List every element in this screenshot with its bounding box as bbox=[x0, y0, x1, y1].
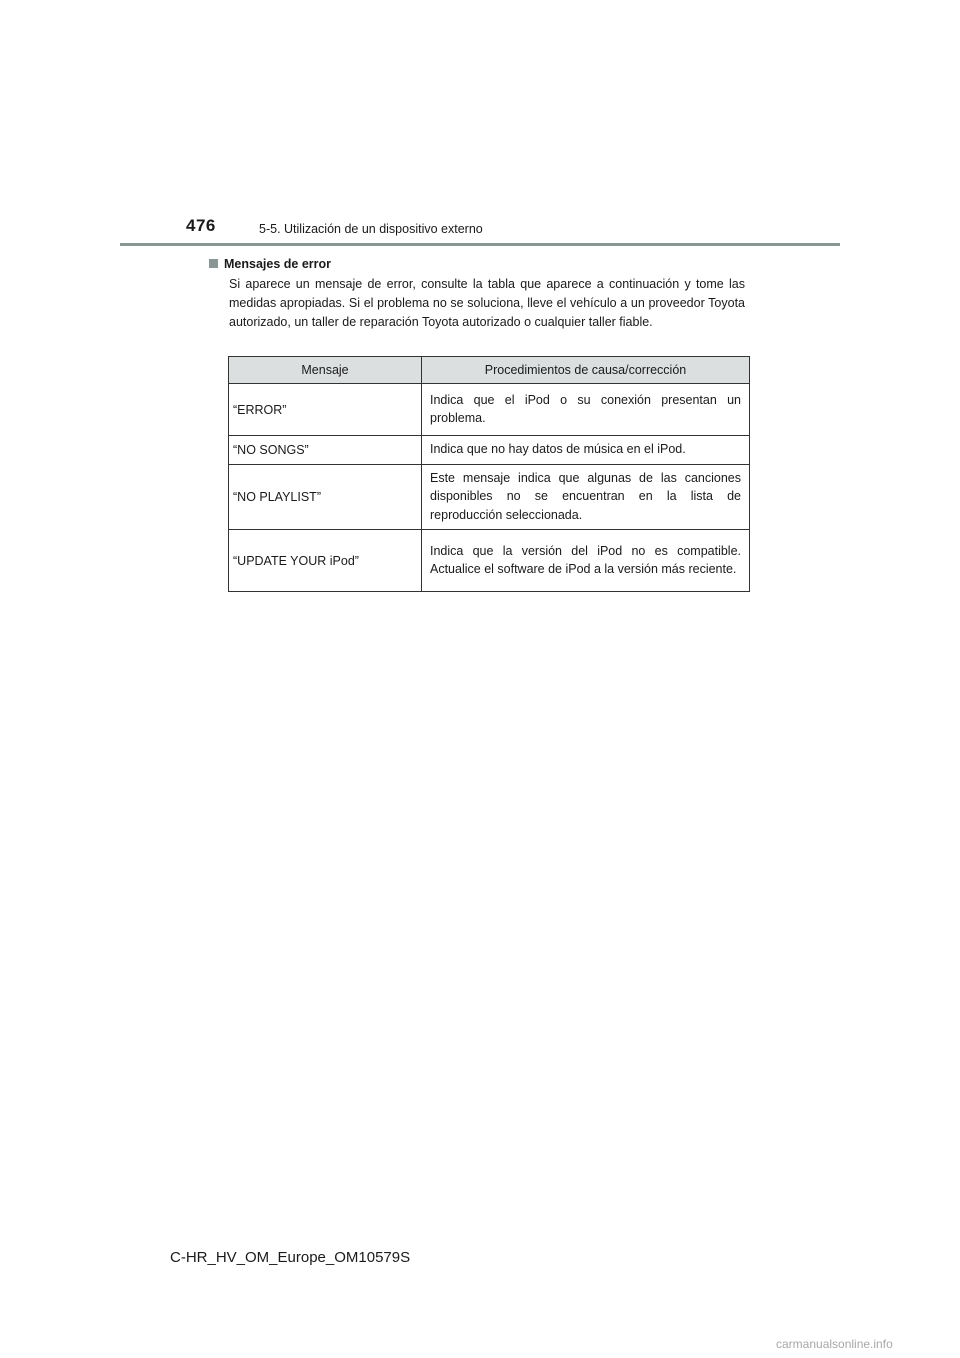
footer-document-id: C-HR_HV_OM_Europe_OM10579S bbox=[170, 1249, 411, 1266]
table-row bbox=[229, 464, 750, 530]
table-header-row bbox=[229, 357, 750, 384]
running-header: 5-5. Utilización de un dispositivo externo bbox=[259, 222, 483, 236]
message-cell: “UPDATE YOUR iPod” bbox=[229, 530, 422, 592]
error-messages-table bbox=[228, 356, 750, 592]
message-cell: “NO PLAYLIST” bbox=[229, 464, 422, 530]
header-rule bbox=[120, 243, 840, 246]
procedure-cell: Indica que la versión del iPod no es compatible. Actualice el software de iPod a la versión más reciente. bbox=[422, 530, 750, 592]
watermark: carmanualsonline.info bbox=[776, 1337, 893, 1351]
error-messages-section bbox=[209, 255, 749, 332]
column-header-procedure: Procedimientos de causa/corrección bbox=[422, 357, 750, 384]
section-heading bbox=[209, 255, 749, 272]
section-body: Si aparece un mensaje de error, consulte la tabla que aparece a continuación y tome las medidas apropiadas. Si el problema no se soluciona, lleve el vehículo a un proveedor Toyota autorizado, un taller de reparación Toyota autorizado o cualquier taller fiable. bbox=[229, 277, 745, 329]
table-row bbox=[229, 384, 750, 436]
procedure-cell: Este mensaje indica que algunas de las canciones disponibles no se encuentran en la lista de reproducción seleccionada. bbox=[422, 464, 750, 530]
page-number: 476 bbox=[186, 216, 216, 235]
procedure-cell: Indica que no hay datos de música en el iPod. bbox=[422, 436, 750, 465]
message-cell: “NO SONGS” bbox=[229, 436, 422, 465]
table-row bbox=[229, 530, 750, 592]
section-heading-text: Mensajes de error bbox=[224, 256, 331, 271]
procedure-cell: Indica que el iPod o su conexión presentan un problema. bbox=[422, 384, 750, 436]
table-row bbox=[229, 436, 750, 465]
square-bullet-icon bbox=[209, 259, 218, 268]
message-cell: “ERROR” bbox=[229, 384, 422, 436]
column-header-message: Mensaje bbox=[229, 357, 422, 384]
